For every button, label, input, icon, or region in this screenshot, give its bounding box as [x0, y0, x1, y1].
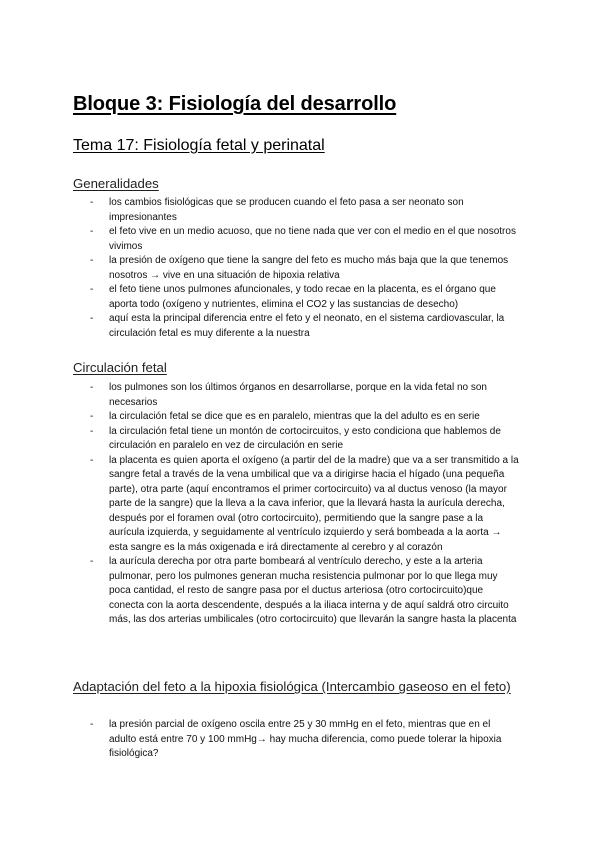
list-item-text: el feto vive en un medio acuoso, que no tiene nada que ver con el medio en el que nosotros vivimos	[109, 226, 516, 252]
list-item-text: la circulación fetal tiene un montón de cortocircuitos, y esto condiciona que hablemos de circulación en paralelo en vez de circulación en serie	[109, 425, 501, 451]
list-item	[90, 718, 520, 762]
bullet-dash: -	[90, 411, 94, 422]
document-subtitle: Tema 17: Fisiología fetal y perinatal	[73, 137, 325, 154]
bullet-dash: -	[90, 719, 94, 730]
bullet-dash: -	[90, 284, 94, 295]
section-heading-circulacion-fetal: Circulación fetal	[73, 360, 167, 375]
list-item-text: la aurícula derecha por otra parte bombeará al ventrículo derecho, y este a la arteria pulmonar, pero los pulmones generan mucha resistencia pulmonar por lo que llega muy poca cantidad, el resto de sangre pasa por el ductus arteriosa (otro cortocircuito)que conecta con la aorta descendente, después a la iliaca interna y de aquí saldrá otro circuito más, las dos arterias umbilicales (otro cortocircuito) que llevarán la sangre hasta la placenta	[109, 556, 517, 625]
list-item-text: el feto tiene unos pulmones afuncionales, y todo recae en la placenta, es el órgano que aporta todo (oxígeno y nutrientes, elimina el CO2 y las sustancias de desecho)	[109, 284, 496, 310]
list-item	[90, 196, 520, 225]
bullet-dash: -	[90, 226, 94, 237]
list-item	[90, 283, 520, 312]
list-item	[90, 254, 520, 283]
list-item-text: la presión de oxígeno que tiene la sangre del feto es mucho más baja que la que tenemos nosotros → vive en una situación de hipoxia relativa	[109, 255, 509, 281]
list-item	[90, 454, 520, 556]
list-item	[90, 410, 520, 425]
section-heading-adaptacion-hipoxia: Adaptación del feto a la hipoxia fisiológica (Intercambio gaseoso en el feto)	[73, 679, 511, 694]
bullet-dash: -	[90, 454, 94, 466]
section-heading-generalidades: Generalidades	[73, 176, 159, 191]
list-item-text: los cambios fisiológicas que se producen cuando el feto pasa a ser neonato son impresionantes	[109, 197, 464, 223]
list-item	[90, 381, 520, 410]
list-item-text: los pulmones son los últimos órganos en desarrollarse, porque en la vida fetal no son necesarios	[109, 382, 487, 408]
list-item-text: la placenta es quien aporta el oxígeno (a partir del de la madre) que va a ser transmitido a la sangre fetal a través de la vena umbilical que va a dirigirse hacia el hígado (una pequeña parte), otra parte (aquí encontramos el primer cortocircuito) va al ductus venoso (la mayor parte de la sangre) que la lleva a la cava inferior, que la llevará hasta la aurícula derecha, después por el foramen oval (otro cortocircuito), permitiendo que la sangre pase a la aurícula izquierda, y seguidamente al ventrículo izquierdo y será bombeada a la aorta → esta sangre es la más oxigenada e irá directamente al cerebro y al corazón	[109, 454, 519, 553]
document-title: Bloque 3: Fisiología del desarrollo	[73, 93, 397, 115]
list-item-text: aquí esta la principal diferencia entre el feto y el neonato, en el sistema cardiovascular, la circulación fetal es muy diferente a la nuestra	[109, 313, 505, 339]
bullet-dash: -	[90, 425, 94, 437]
bullet-dash: -	[90, 556, 94, 567]
list-item	[90, 225, 520, 254]
list-adaptacion-hipoxia	[90, 718, 520, 762]
list-generalidades	[90, 196, 520, 341]
list-item	[90, 312, 520, 341]
bullet-dash: -	[90, 197, 94, 208]
bullet-dash: -	[90, 255, 94, 266]
list-item-text: la presión parcial de oxígeno oscila entre 25 y 30 mmHg en el feto, mientras que en el adulto está entre 70 y 100 mmHg→ hay mucha diferencia, como puede tolerar la hipoxia fisiológica?	[109, 719, 502, 759]
bullet-dash: -	[90, 313, 94, 324]
list-item	[90, 555, 520, 628]
list-item	[90, 425, 520, 454]
list-item-text: la circulación fetal se dice que es en paralelo, mientras que la del adulto es en serie	[109, 411, 480, 422]
bullet-dash: -	[90, 382, 94, 393]
list-circulacion-fetal	[90, 381, 520, 628]
